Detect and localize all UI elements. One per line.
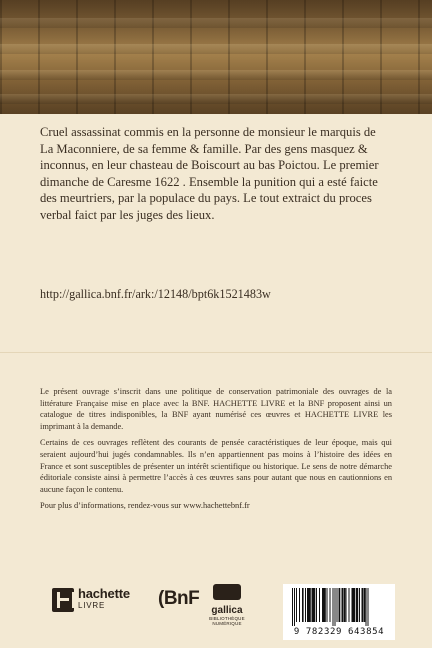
barcode-bar <box>337 588 338 622</box>
barcode-bar <box>299 588 300 622</box>
gallica-logo <box>202 584 252 626</box>
info-paragraph-2: Certains de ces ouvrages reflètent des courants de pensée caractéristiques de leur époque, mais qui seraient aujourd’hui jugés condamnables. Ils n’en appartiennent pas moins à l’histoire des idées en France et sont susceptibles de présenter un intérêt scientifique ou historique. Le sens de notre démarche éditoriale consiste ainsi à permettre l’accès à ces œuvres sans pour autant que nous en cautionnions en aucune façon le contenu. <box>40 438 392 494</box>
barcode-bar <box>305 588 306 622</box>
barcode-bar <box>339 588 341 622</box>
barcode-bar <box>359 588 360 622</box>
gallica-logo-subtext: BIBLIOTHÈQUE NUMÉRIQUE <box>209 616 245 626</box>
gallica-badge-icon <box>213 584 241 600</box>
barcode-bar <box>354 588 356 622</box>
barcode-bar <box>366 588 367 626</box>
barcode-bar <box>346 588 347 622</box>
book-title: Cruel assassinat commis en la personne de monsieur le marquis de La Maconniere, de sa femme & famille. Par des gens masquez & inconnus, en leur chasteau de Boiscourt au bas Poictou. Le premier dimanche de Caresme 1622 . Ensemble la punition qui a esté faicte des meurtriers, par la populace du pays. Le tout extraict du proces verbal faict par les juges des lieux. <box>40 125 379 222</box>
barcode-bar <box>356 588 358 622</box>
barcode-bar <box>307 588 309 622</box>
barcode-bar <box>322 588 324 622</box>
barcode-bar <box>349 588 350 622</box>
hachette-logo <box>52 586 130 614</box>
barcode-bar <box>314 588 316 622</box>
gallica-logo-text: gallica <box>211 605 243 616</box>
gallica-url: http://gallica.bnf.fr/ark:/12148/bpt6k1521483w <box>40 287 271 301</box>
barcode-digits: 9 782329 643854 <box>293 627 385 637</box>
section-divider <box>0 352 432 353</box>
barcode-bar <box>330 588 331 622</box>
barcode-bar <box>352 588 354 622</box>
barcode-bar <box>368 588 369 626</box>
hachette-logo-text: hachette <box>78 586 130 601</box>
barcode-bar <box>333 588 334 626</box>
isbn-barcode <box>283 584 395 640</box>
barcode-bar <box>296 588 297 622</box>
barcode-bar <box>294 588 295 626</box>
cover-photo-band <box>0 0 432 114</box>
barcode-bar <box>302 588 304 622</box>
barcode-bar <box>342 588 344 622</box>
barcode-bar <box>362 588 364 622</box>
barcode-bar <box>344 588 346 622</box>
bnf-logo: (BnF <box>158 588 200 609</box>
barcode-bar <box>292 588 293 626</box>
photo-shade <box>0 0 432 114</box>
hachette-mark-icon <box>52 588 74 612</box>
barcode-bar <box>327 588 328 622</box>
barcode-bar <box>316 588 317 622</box>
info-paragraph-3: Pour plus d’informations, rendez-vous sur www.hachettebnf.fr <box>40 501 250 511</box>
barcode-bar <box>312 588 314 622</box>
barcode-bar <box>324 588 326 622</box>
info-paragraph-1: Le présent ouvrage s’inscrit dans une politique de conservation patrimoniale des ouvrages de la littérature Française mise en place avec la BNF. HACHETTE LIVRE et la BNF proposent ainsi un catalogue de titres indisponibles, la BNF ayant numérisé ces œuvres et HACHETTE LIVRE les imprimant à la demande. <box>40 387 392 431</box>
barcode-bar <box>309 588 311 622</box>
barcode-bar <box>319 588 320 622</box>
barcode-bar <box>364 588 366 622</box>
barcode-bars <box>291 588 389 626</box>
barcode-bar <box>335 588 336 626</box>
publisher-info <box>40 386 392 517</box>
hachette-logo-subtext: LIVRE <box>78 601 106 610</box>
